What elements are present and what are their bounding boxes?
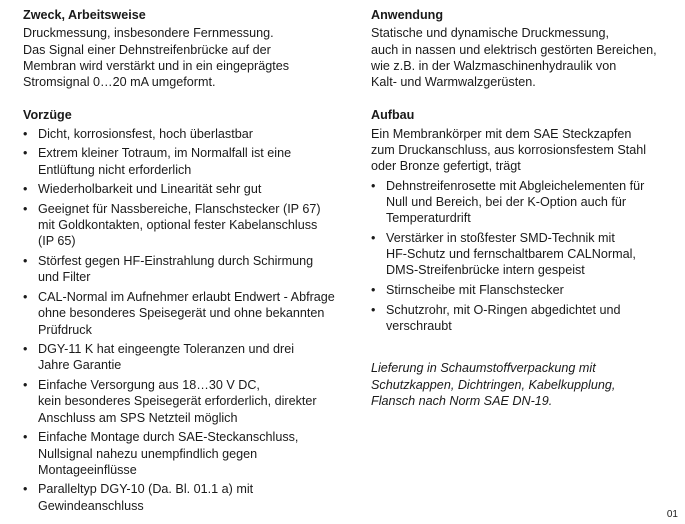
section-vorzuege: [23, 107, 361, 514]
list-item-line: verschraubt: [386, 318, 452, 333]
section-aufbau: [371, 107, 676, 334]
list-item-line: Stirnscheibe mit Flanschstecker: [386, 283, 564, 298]
aufbau-list: [371, 178, 676, 335]
list-item-line: HF-Schutz und fernschaltbarem CALNormal,: [386, 247, 636, 262]
list-item-line: ohne besonderes Speisegerät und ohne bekannten: [38, 306, 325, 321]
list-item: [23, 289, 361, 338]
list-item-line: DGY-11 K hat eingeengte Toleranzen und drei: [38, 342, 295, 357]
bullet-icon: •: [371, 230, 376, 245]
list-item-line: Verstärker in stoßfester SMD-Technik mit: [386, 230, 615, 245]
list-item-line: CAL-Normal im Aufnehmer erlaubt Endwert - Abfrage: [38, 289, 335, 304]
paragraph-line: Lieferung in Schaumstoffverpackung mit: [371, 361, 596, 376]
list-item-line: DMS-Streifenbrücke intern gespeist: [386, 263, 585, 278]
list-item: [371, 178, 676, 227]
bullet-icon: •: [23, 482, 28, 497]
zweck-paragraph: [23, 25, 361, 90]
list-item-line: und Filter: [38, 270, 91, 285]
list-item-line: mit Goldkontakten, optional fester Kabelanschluss: [38, 218, 318, 233]
section-zweck: [23, 7, 361, 90]
page-number: 01: [666, 509, 678, 520]
list-item-line: Null und Bereich, bei der K-Option auch für: [386, 194, 627, 209]
list-item-line: Dehnstreifenrosette mit Abgleichelementen für: [386, 178, 645, 193]
list-item-line: Geeignet für Nassbereiche, Flanschstecker (IP 67): [38, 201, 321, 216]
paragraph-line: Flansch nach Norm SAE DN-19.: [371, 393, 553, 408]
paragraph-line: Druckmessung, insbesondere Fernmessung.: [23, 26, 274, 41]
list-item: [23, 253, 361, 286]
paragraph-line: auch in nassen und elektrisch gestörten Bereichen,: [371, 42, 657, 57]
list-item-line: Jahre Garantie: [38, 358, 122, 373]
bullet-icon: •: [23, 430, 28, 445]
heading-vorzuege: Vorzüge: [23, 108, 72, 123]
right-column: [371, 7, 676, 409]
list-item-line: Extrem kleiner Totraum, im Normalfall ist eine: [38, 146, 292, 161]
list-item: [23, 201, 361, 250]
paragraph-line: Stromsignal 0…20 mA umgeformt.: [23, 75, 216, 90]
heading-anwendung: Anwendung: [371, 8, 444, 22]
list-item-line: Nullsignal nahezu unempfindlich gegen: [38, 446, 258, 461]
list-item-line: (IP 65): [38, 234, 76, 249]
list-item: [23, 429, 361, 478]
bullet-icon: •: [23, 201, 28, 216]
list-item-line: Anschluss am SPS Netzteil möglich: [38, 410, 238, 425]
list-item-line: Montageeinflüsse: [38, 462, 137, 477]
paragraph-line: oder Bronze gefertigt, trägt: [371, 159, 521, 174]
list-item-line: Prüfdruck: [38, 322, 92, 337]
list-item-line: Paralleltyp DGY-10 (Da. Bl. 01.1 a) mit: [38, 482, 254, 497]
heading-zweck: Zweck, Arbeitsweise: [23, 8, 146, 22]
list-item: [371, 282, 676, 298]
list-item: [23, 377, 361, 426]
vorzuege-list: [23, 126, 361, 514]
bullet-icon: •: [371, 178, 376, 193]
bullet-icon: •: [23, 126, 28, 141]
list-item: [23, 181, 361, 197]
paragraph-line: Das Signal einer Dehnstreifenbrücke auf der: [23, 42, 271, 57]
anwendung-paragraph: [371, 25, 676, 90]
bullet-icon: •: [23, 289, 28, 304]
list-item-line: Gewindeanschluss: [38, 498, 144, 513]
paragraph-line: Schutzkappen, Dichtringen, Kabelkupplung,: [371, 377, 616, 392]
bullet-icon: •: [23, 254, 28, 269]
section-anwendung: [371, 7, 676, 90]
list-item-line: Einfache Montage durch SAE-Steckanschluss,: [38, 430, 299, 445]
list-item-line: Einfache Versorgung aus 18…30 V DC,: [38, 378, 260, 393]
paragraph-line: wie z.B. in der Walzmaschinenhydraulik von: [371, 58, 617, 73]
list-item: [23, 126, 361, 142]
list-item: [23, 341, 361, 374]
list-item: [371, 230, 676, 279]
list-item-line: kein besonderes Speisegerät erforderlich, direkter: [38, 394, 317, 409]
list-item-line: Störfest gegen HF-Einstrahlung durch Schirmung: [38, 254, 314, 269]
paragraph-line: Ein Membrankörper mit dem SAE Steckzapfen: [371, 126, 632, 141]
bullet-icon: •: [371, 302, 376, 317]
list-item-line: Temperaturdrift: [386, 211, 471, 226]
bullet-icon: •: [23, 182, 28, 197]
list-item-line: Dicht, korrosionsfest, hoch überlastbar: [38, 126, 253, 141]
list-item: [23, 481, 361, 514]
heading-aufbau: Aufbau: [371, 108, 415, 123]
paragraph-line: zum Druckanschluss, aus korrosionsfestem Stahl: [371, 143, 647, 158]
list-item-line: Wiederholbarkeit und Linearität sehr gut: [38, 182, 262, 197]
bullet-icon: •: [23, 146, 28, 161]
paragraph-line: Membran wird verstärkt und in ein eingeprägtes: [23, 58, 289, 73]
list-item-line: Schutzrohr, mit O-Ringen abgedichtet und: [386, 302, 621, 317]
bullet-icon: •: [371, 283, 376, 298]
list-item-line: Entlüftung nicht erforderlich: [38, 162, 192, 177]
paragraph-line: Kalt- und Warmwalzgerüsten.: [371, 75, 536, 90]
aufbau-intro: [371, 126, 676, 175]
paragraph-line: Statische und dynamische Druckmessung,: [371, 26, 609, 41]
bullet-icon: •: [23, 342, 28, 357]
list-item: [371, 302, 676, 335]
bullet-icon: •: [23, 378, 28, 393]
lieferung-paragraph: [371, 360, 676, 409]
list-item: [23, 145, 361, 178]
left-column: [23, 7, 361, 517]
